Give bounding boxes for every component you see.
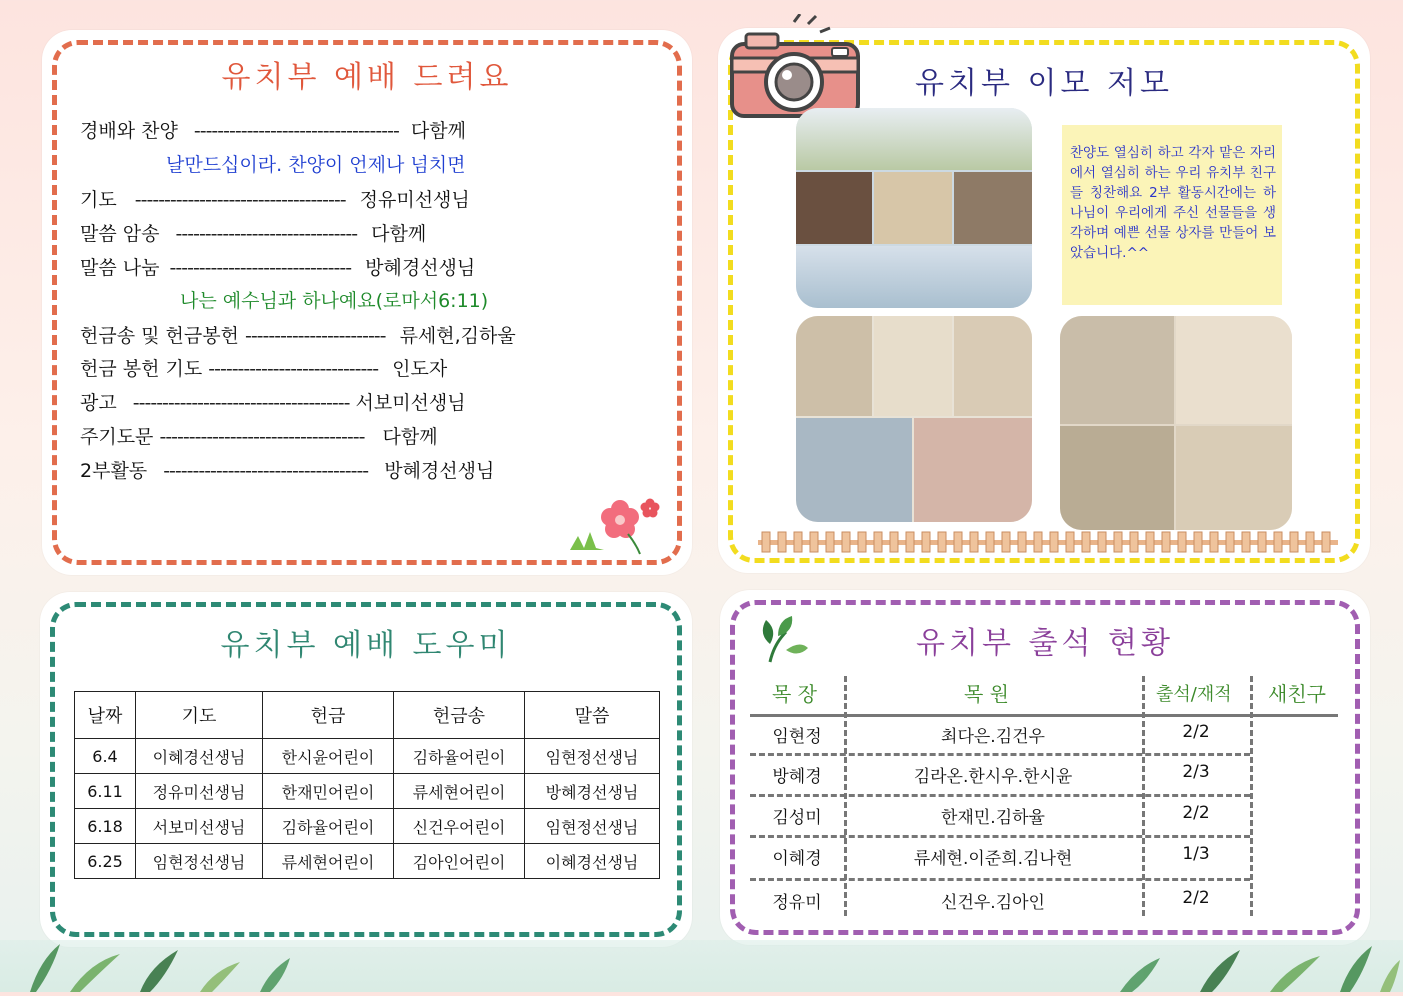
table-cell: 류세현어린이: [263, 844, 394, 879]
order-item: 광고 ------------------------------------- 서보미선생님: [80, 392, 466, 414]
helpers-table: [74, 691, 660, 879]
worship-order-title: 유치부 예배 드려요: [221, 60, 513, 95]
table-row: [75, 844, 660, 879]
attendance-panel: [720, 590, 1370, 945]
table-row: [75, 739, 660, 774]
table-cell: 임현정선생님: [136, 844, 263, 879]
order-item: 기도 ------------------------------------ 정유미선생님: [80, 189, 470, 211]
leader-cell: 이혜경: [772, 849, 822, 869]
gallery-panel: [718, 28, 1370, 573]
leader-cell: 방혜경: [772, 767, 822, 787]
table-header: 말씀: [525, 692, 660, 739]
column-divider: [1250, 676, 1253, 916]
row-divider: [750, 753, 1250, 756]
leader-cell: 김성미: [772, 808, 822, 828]
table-cell: 임현정선생님: [525, 739, 660, 774]
footer-foliage: [0, 940, 1403, 992]
members-cell: 한재민.김하율: [941, 808, 1045, 828]
gallery-note: 찬양도 열심히 하고 각자 맡은 자리에서 열심히 하는 우리 유치부 친구들 칭찬해요 2부 활동시간에는 하나님이 우리에게 주신 선물들을 생각하며 예쁜 선물 상자를 만들어 보았습니다.^^: [1062, 125, 1282, 305]
order-item: 말씀 나눔 ------------------------------- 방혜경선생님: [80, 257, 476, 279]
helpers-panel: [40, 592, 692, 947]
attendance-header: 새친구: [1268, 682, 1326, 706]
table-cell: 신건우어린이: [394, 809, 525, 844]
table-row: [75, 774, 660, 809]
row-divider: [750, 878, 1250, 881]
order-item: 경배와 찬양 ----------------------------------- 다함께: [80, 120, 466, 142]
table-cell: 정유미선생님: [136, 774, 263, 809]
table-cell: 방혜경선생님: [525, 774, 660, 809]
ratio-cell: 2/3: [1182, 762, 1210, 782]
table-cell: 한시윤어린이: [263, 739, 394, 774]
table-cell: 서보미선생님: [136, 809, 263, 844]
table-header: 기도: [136, 692, 263, 739]
table-cell: 김하율어린이: [263, 809, 394, 844]
table-header: 날짜: [75, 692, 136, 739]
gallery-title: 유치부 이모 저모: [915, 66, 1173, 101]
attendance-header: 목 원: [964, 682, 1009, 706]
worship-order-panel: [42, 30, 692, 575]
leader-cell: 정유미: [772, 893, 822, 913]
ratio-cell: 2/2: [1182, 722, 1210, 742]
leaves-decoration: [0, 940, 1403, 992]
members-cell: 최다은.김건우: [941, 727, 1045, 747]
order-item: 헌금 봉헌 기도 ----------------------------- 인도자: [80, 358, 448, 380]
ratio-cell: 1/3: [1182, 844, 1210, 864]
photo-collage-worship: [796, 108, 1032, 308]
photo-collage-crafts-1: [796, 316, 1032, 522]
helpers-title: 유치부 예배 도우미: [220, 628, 512, 663]
table-header: 헌금: [263, 692, 394, 739]
table-cell: 임현정선생님: [525, 809, 660, 844]
photo-collage-crafts-2: [1060, 316, 1292, 530]
date-cell: 6.18: [75, 809, 136, 844]
order-item: 헌금송 및 헌금봉헌 ------------------------ 류세현,김하울: [80, 325, 516, 347]
table-cell: 류세현어린이: [394, 774, 525, 809]
table-row: [75, 809, 660, 844]
date-cell: 6.4: [75, 739, 136, 774]
table-header: 헌금송: [394, 692, 525, 739]
table-cell: 한재민어린이: [263, 774, 394, 809]
members-cell: 류세현.이준희.김나현: [913, 849, 1073, 869]
leaf-icon: [756, 614, 816, 666]
date-cell: 6.25: [75, 844, 136, 879]
table-cell: 이혜경선생님: [525, 844, 660, 879]
order-item: 2부활동 ----------------------------------- 방혜경선생님: [80, 460, 495, 482]
row-divider: [750, 835, 1250, 838]
praise-song: 날만드십이라. 찬양이 언제나 넘치면: [166, 154, 466, 176]
table-header-row: [75, 692, 660, 739]
table-cell: 이혜경선생님: [136, 739, 263, 774]
flower-icon: [570, 498, 670, 558]
order-item: 말씀 암송 ------------------------------- 다함께: [80, 223, 427, 245]
ratio-cell: 2/2: [1182, 888, 1210, 908]
ratio-cell: 2/2: [1182, 803, 1210, 823]
date-cell: 6.11: [75, 774, 136, 809]
fence-decoration: [758, 528, 1338, 554]
attendance-title: 유치부 출석 현황: [916, 626, 1174, 661]
attendance-header: 출석/재적: [1156, 684, 1232, 705]
members-cell: 김라온.한시우.한시윤: [913, 767, 1073, 787]
order-item: 주기도문 ----------------------------------- 다함께: [80, 426, 438, 448]
row-divider: [750, 794, 1250, 797]
table-cell: 김아인어린이: [394, 844, 525, 879]
table-cell: 김하율어린이: [394, 739, 525, 774]
leader-cell: 임현정: [772, 727, 822, 747]
members-cell: 신건우.김아인: [941, 893, 1045, 913]
memory-verse: 나는 예수님과 하나예요(로마서6:11): [180, 290, 489, 312]
attendance-header: 목 장: [772, 682, 817, 706]
